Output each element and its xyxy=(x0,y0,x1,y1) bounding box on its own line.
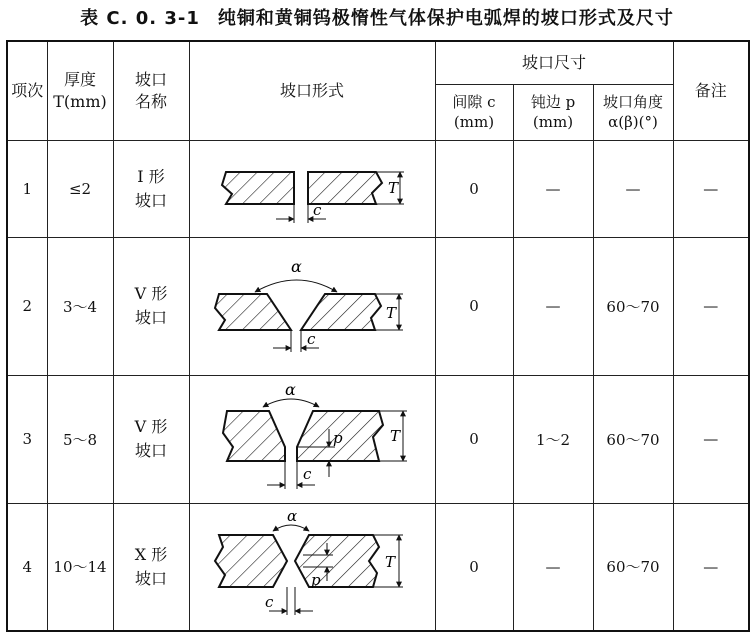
table-caption: 纯铜和黄铜钨极惰性气体保护电弧焊的坡口形式及尺寸 xyxy=(217,8,674,29)
row-blunt: — xyxy=(513,237,593,375)
groove-figure-x xyxy=(189,503,435,631)
row-groove-name-line2: 坡口 xyxy=(134,190,167,210)
row-item: 4 xyxy=(7,503,47,631)
row-blunt: — xyxy=(513,140,593,237)
header-remarks: 备注 xyxy=(673,41,749,140)
row-angle: 60～70 xyxy=(593,503,673,631)
table-row xyxy=(7,503,749,631)
groove-figure-v-blunt xyxy=(189,375,435,503)
row-angle: 60～70 xyxy=(593,375,673,503)
label-T: T xyxy=(388,178,399,197)
header-groove-form: 坡口形式 xyxy=(189,41,435,140)
v-groove-blunt-diagram xyxy=(207,379,417,499)
row-groove-name xyxy=(113,503,189,631)
label-alpha: α xyxy=(287,506,298,525)
label-c: c xyxy=(307,330,316,348)
row-gap: 0 xyxy=(435,140,513,237)
row-groove-name xyxy=(113,375,189,503)
header-gap xyxy=(435,84,513,140)
groove-figure-v xyxy=(189,237,435,375)
table-row xyxy=(7,140,749,237)
header-blunt-line1: 钝边 p xyxy=(530,93,576,111)
label-alpha: α xyxy=(285,380,296,399)
label-p: p xyxy=(311,570,321,589)
row-thickness: ≤2 xyxy=(47,140,113,237)
label-T: T xyxy=(385,552,396,571)
table-title xyxy=(0,4,754,30)
table-row xyxy=(7,375,749,503)
header-angle-line2: α(β)(°) xyxy=(608,113,658,131)
label-c: c xyxy=(265,592,274,611)
row-remarks: — xyxy=(673,140,749,237)
header-angle xyxy=(593,84,673,140)
label-c: c xyxy=(313,200,322,219)
header-thickness-line1: 厚度 xyxy=(63,69,96,89)
header-thickness xyxy=(47,41,113,140)
row-remarks: — xyxy=(673,237,749,375)
label-p: p xyxy=(333,429,343,447)
table-number: 表 C. 0. 3-1 xyxy=(80,8,200,29)
row-groove-name xyxy=(113,140,189,237)
row-groove-name-line1: I 形 xyxy=(137,166,165,186)
row-item: 2 xyxy=(7,237,47,375)
row-blunt: — xyxy=(513,503,593,631)
row-remarks: — xyxy=(673,375,749,503)
row-gap: 0 xyxy=(435,237,513,375)
row-remarks: — xyxy=(673,503,749,631)
groove-table xyxy=(6,40,750,632)
row-thickness: 10～14 xyxy=(47,503,113,631)
row-groove-name-line1: V 形 xyxy=(134,417,168,436)
header-blunt xyxy=(513,84,593,140)
label-alpha: α xyxy=(291,257,302,276)
row-thickness: 5～8 xyxy=(47,375,113,503)
header-angle-line1: 坡口角度 xyxy=(602,93,663,111)
row-groove-name-line1: V 形 xyxy=(134,284,168,303)
row-gap: 0 xyxy=(435,503,513,631)
header-groove-name xyxy=(113,41,189,140)
groove-figure-i xyxy=(189,140,435,237)
header-groove-size: 坡口尺寸 xyxy=(435,41,673,84)
x-groove-diagram xyxy=(207,507,417,627)
header-groove-name-line1: 坡口 xyxy=(134,69,167,89)
row-item: 3 xyxy=(7,375,47,503)
header-gap-line2: (mm) xyxy=(453,113,495,131)
header-item: 项次 xyxy=(7,41,47,140)
row-gap: 0 xyxy=(435,375,513,503)
row-angle: 60～70 xyxy=(593,237,673,375)
row-thickness: 3～4 xyxy=(47,237,113,375)
table-row xyxy=(7,237,749,375)
row-blunt: 1～2 xyxy=(513,375,593,503)
label-T: T xyxy=(390,427,401,445)
row-groove-name-line2: 坡口 xyxy=(134,568,167,588)
label-T: T xyxy=(386,304,397,322)
label-c: c xyxy=(303,465,312,483)
row-groove-name-line2: 坡口 xyxy=(134,441,167,460)
row-groove-name xyxy=(113,237,189,375)
row-item: 1 xyxy=(7,140,47,237)
row-angle: — xyxy=(593,140,673,237)
header-blunt-line2: (mm) xyxy=(532,113,574,131)
v-groove-diagram xyxy=(207,246,417,366)
header-gap-line1: 间隙 c xyxy=(452,93,496,111)
row-groove-name-line1: X 形 xyxy=(134,544,168,564)
i-groove-diagram xyxy=(212,149,412,229)
row-groove-name-line2: 坡口 xyxy=(134,308,167,327)
header-groove-name-line2: 名称 xyxy=(134,91,167,111)
header-thickness-line2: T(mm) xyxy=(53,91,107,111)
